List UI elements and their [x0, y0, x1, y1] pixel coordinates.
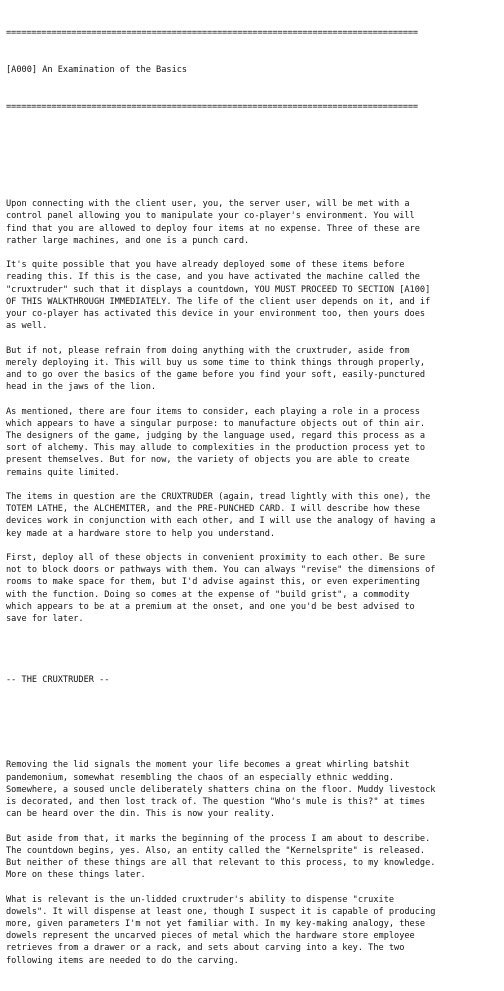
text-line: But neither of these things are all that relevant to this process, to my knowledge.: [6, 858, 436, 869]
paragraph: [6, 198, 500, 247]
paragraph: [6, 759, 500, 820]
text-line: as well.: [6, 321, 48, 332]
text-line: devices work in conjunction with each other, and I will use the analogy of having a: [6, 516, 436, 527]
text-line: rooms to make space for them, but I'd advise against this, or even experimenting: [6, 577, 420, 588]
text-line: But if not, please refrain from doing anything with the cruxtruder, aside from: [6, 345, 410, 356]
text-line: The designers of the game, judging by the language used, regard this process as a: [6, 431, 426, 442]
paragraphs-before: [6, 198, 500, 637]
text-line: sort of alchemy. This may allude to complexities in the production process yet to: [6, 443, 426, 454]
text-line: More on these things later.: [6, 870, 146, 881]
text-line: which appears to have a singular purpose: to manufacture objects out of thin air.: [6, 418, 426, 429]
paragraph: [6, 833, 500, 882]
text-line: more, given parameters I'm not yet familiar with. In my key-making analogy, these: [6, 919, 426, 930]
title-rule: ==================================================================================: [6, 101, 418, 112]
text-line: Upon connecting with the client user, you, the server user, will be met with a: [6, 199, 410, 210]
text-line: key made at a hardware store to help you understand.: [6, 528, 276, 539]
subheading-cruxtruder: -- THE CRUXTRUDER --: [6, 675, 110, 686]
text-line: remains quite limited.: [6, 467, 120, 478]
top-rule: ==================================================================================: [6, 28, 418, 39]
text-line: As mentioned, there are four items to consider, each playing a role in a process: [6, 406, 420, 417]
text-line: merely deploying it. This will buy us some time to think things through properly,: [6, 357, 426, 368]
text-line: your co-player has activated this device in your environment too, then yours does: [6, 309, 426, 320]
text-line: present themselves. But for now, the variety of objects you are able to create: [6, 455, 410, 466]
text-line: following items are needed to do the carving.: [6, 955, 239, 966]
text-line: head in the jaws of the lion.: [6, 382, 157, 393]
text-line: reading this. If this is the case, and you have activated the machine called the: [6, 272, 420, 283]
text-line: with the function. Doing so comes at the expense of "build grist", a commodity: [6, 589, 410, 600]
paragraphs-after: [6, 759, 500, 979]
text-line: control panel allowing you to manipulate your co-player's environment. You will: [6, 211, 415, 222]
text-line: not to block doors or pathways with them. You can always "revise" the dimensions of: [6, 565, 436, 576]
paragraph: [6, 345, 500, 394]
text-line: dowels". It will dispense at least one, though I suspect it is capable of producing: [6, 906, 436, 917]
text-line: is decorated, and then lost track of. The question "Who's mule is this?" at times: [6, 797, 426, 808]
paragraph: [6, 894, 500, 967]
text-line: Somewhere, a soused uncle deliberately shatters china on the floor. Muddy livestock: [6, 784, 436, 795]
text-line: and to go over the basics of the game before you find your soft, easily-punctured: [6, 370, 426, 381]
text-line: pandemonium, somewhat resembling the chaos of an especially ethnic wedding.: [6, 772, 395, 783]
walkthrough-document: [6, 3, 500, 991]
text-line: "cruxtruder" such that it displays a countdown, YOU MUST PROCEED TO SECTION [A100]: [6, 284, 431, 295]
text-line: save for later.: [6, 614, 84, 625]
text-line: TOTEM LATHE, the ALCHEMITER, and the PRE-PUNCHED CARD. I will describe how these: [6, 504, 420, 515]
text-line: OF THIS WALKTHROUGH IMMEDIATELY. The life of the client user depends on it, and if: [6, 296, 431, 307]
text-line: retrieves from a drawer or a rack, and sets about carving into a key. The two: [6, 943, 405, 954]
paragraph: [6, 552, 500, 625]
text-line: find that you are allowed to deploy four items at no expense. Three of these are: [6, 223, 420, 234]
text-line: First, deploy all of these objects in convenient proximity to each other. Be sure: [6, 553, 426, 564]
text-line: But aside from that, it marks the beginning of the process I am about to describe.: [6, 833, 431, 844]
paragraph: [6, 491, 500, 540]
paragraph: [6, 406, 500, 479]
text-line: Removing the lid signals the moment your life becomes a great whirling batshit: [6, 760, 410, 771]
text-line: It's quite possible that you have already deployed some of these items before: [6, 260, 405, 271]
text-line: The items in question are the CRUXTRUDER (again, tread lightly with this one), the: [6, 492, 431, 503]
text-line: The countdown begins, yes. Also, an entity called the "Kernelsprite" is released.: [6, 845, 426, 856]
text-line: which appears to be at a premium at the onset, and one you'd be best advised to: [6, 601, 415, 612]
paragraph: [6, 259, 500, 332]
text-line: dowels represent the uncarved pieces of metal which the hardware store employee: [6, 931, 415, 942]
text-line: What is relevant is the un-lidded cruxtruder's ability to dispense "cruxite: [6, 894, 395, 905]
text-line: rather large machines, and one is a punch card.: [6, 235, 250, 246]
section-title: [A000] An Examination of the Basics: [6, 65, 188, 75]
text-line: can be heard over the din. This is now your reality.: [6, 809, 276, 820]
